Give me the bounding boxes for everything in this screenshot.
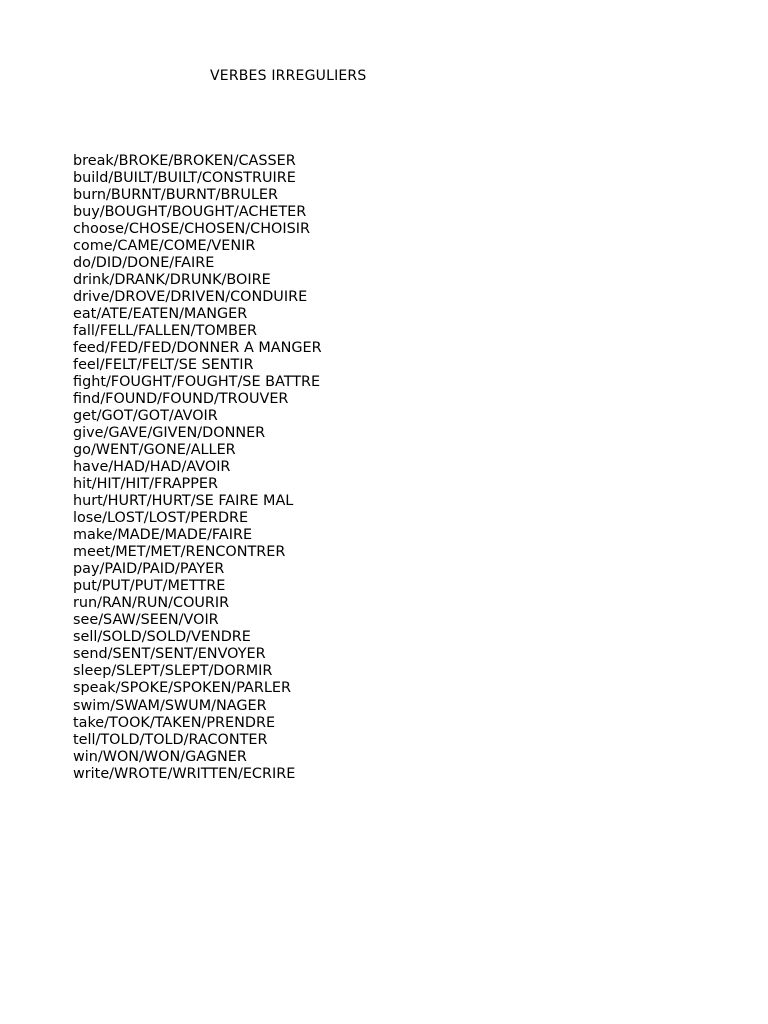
verb-entry: feed/FED/FED/DONNER A MANGER — [73, 340, 322, 357]
verb-entry: burn/BURNT/BURNT/BRULER — [73, 187, 279, 204]
verb-entry: hurt/HURT/HURT/SE FAIRE MAL — [73, 493, 294, 510]
verb-entry: swim/SWAM/SWUM/NAGER — [73, 697, 267, 714]
verb-entry: take/TOOK/TAKEN/PRENDRE — [73, 714, 276, 731]
verb-entry: choose/CHOSE/CHOSEN/CHOISIR — [73, 221, 310, 238]
verb-entry: lose/LOST/LOST/PERDRE — [73, 510, 249, 527]
verb-entry: pay/PAID/PAID/PAYER — [73, 561, 225, 578]
verb-entry: see/SAW/SEEN/VOIR — [73, 612, 219, 629]
verb-entry: drive/DROVE/DRIVEN/CONDUIRE — [73, 289, 308, 306]
verb-entry: find/FOUND/FOUND/TROUVER — [73, 391, 289, 408]
verb-entry: make/MADE/MADE/FAIRE — [73, 527, 253, 544]
verb-entry: write/WROTE/WRITTEN/ECRIRE — [73, 765, 296, 782]
verb-entry: speak/SPOKE/SPOKEN/PARLER — [73, 680, 291, 697]
verb-entry: drink/DRANK/DRUNK/BOIRE — [73, 272, 271, 289]
verb-entry: go/WENT/GONE/ALLER — [73, 442, 236, 459]
verb-entry: build/BUILT/BUILT/CONSTRUIRE — [73, 170, 296, 187]
verb-entry: win/WON/WON/GAGNER — [73, 748, 247, 765]
verb-entry: send/SENT/SENT/ENVOYER — [73, 646, 266, 663]
verb-entry: break/BROKE/BROKEN/CASSER — [73, 153, 296, 169]
verb-entry: come/CAME/COME/VENIR — [73, 238, 256, 255]
verb-entry: fall/FELL/FALLEN/TOMBER — [73, 323, 258, 340]
verb-entry: put/PUT/PUT/METTRE — [73, 578, 226, 595]
verb-entry: sell/SOLD/SOLD/VENDRE — [73, 629, 251, 646]
verb-entry: give/GAVE/GIVEN/DONNER — [73, 425, 266, 442]
page-title: VERBES IRREGULIERS — [210, 68, 367, 84]
verb-entry: run/RAN/RUN/COURIR — [73, 595, 230, 612]
verb-entry: eat/ATE/EATEN/MANGER — [73, 306, 248, 323]
verb-entry: have/HAD/HAD/AVOIR — [73, 459, 231, 476]
verb-entry: sleep/SLEPT/SLEPT/DORMIR — [73, 663, 273, 680]
verb-entry: feel/FELT/FELT/SE SENTIR — [73, 357, 254, 374]
verb-entry: do/DID/DONE/FAIRE — [73, 255, 215, 272]
verb-list — [73, 153, 322, 783]
verb-entry: get/GOT/GOT/AVOIR — [73, 408, 218, 425]
verb-entry: tell/TOLD/TOLD/RACONTER — [73, 731, 268, 748]
verb-entry: fight/FOUGHT/FOUGHT/SE BATTRE — [73, 374, 321, 391]
verb-entry: hit/HIT/HIT/FRAPPER — [73, 476, 219, 493]
verb-entry: buy/BOUGHT/BOUGHT/ACHETER — [73, 204, 307, 221]
verb-entry: meet/MET/MET/RENCONTRER — [73, 544, 286, 561]
